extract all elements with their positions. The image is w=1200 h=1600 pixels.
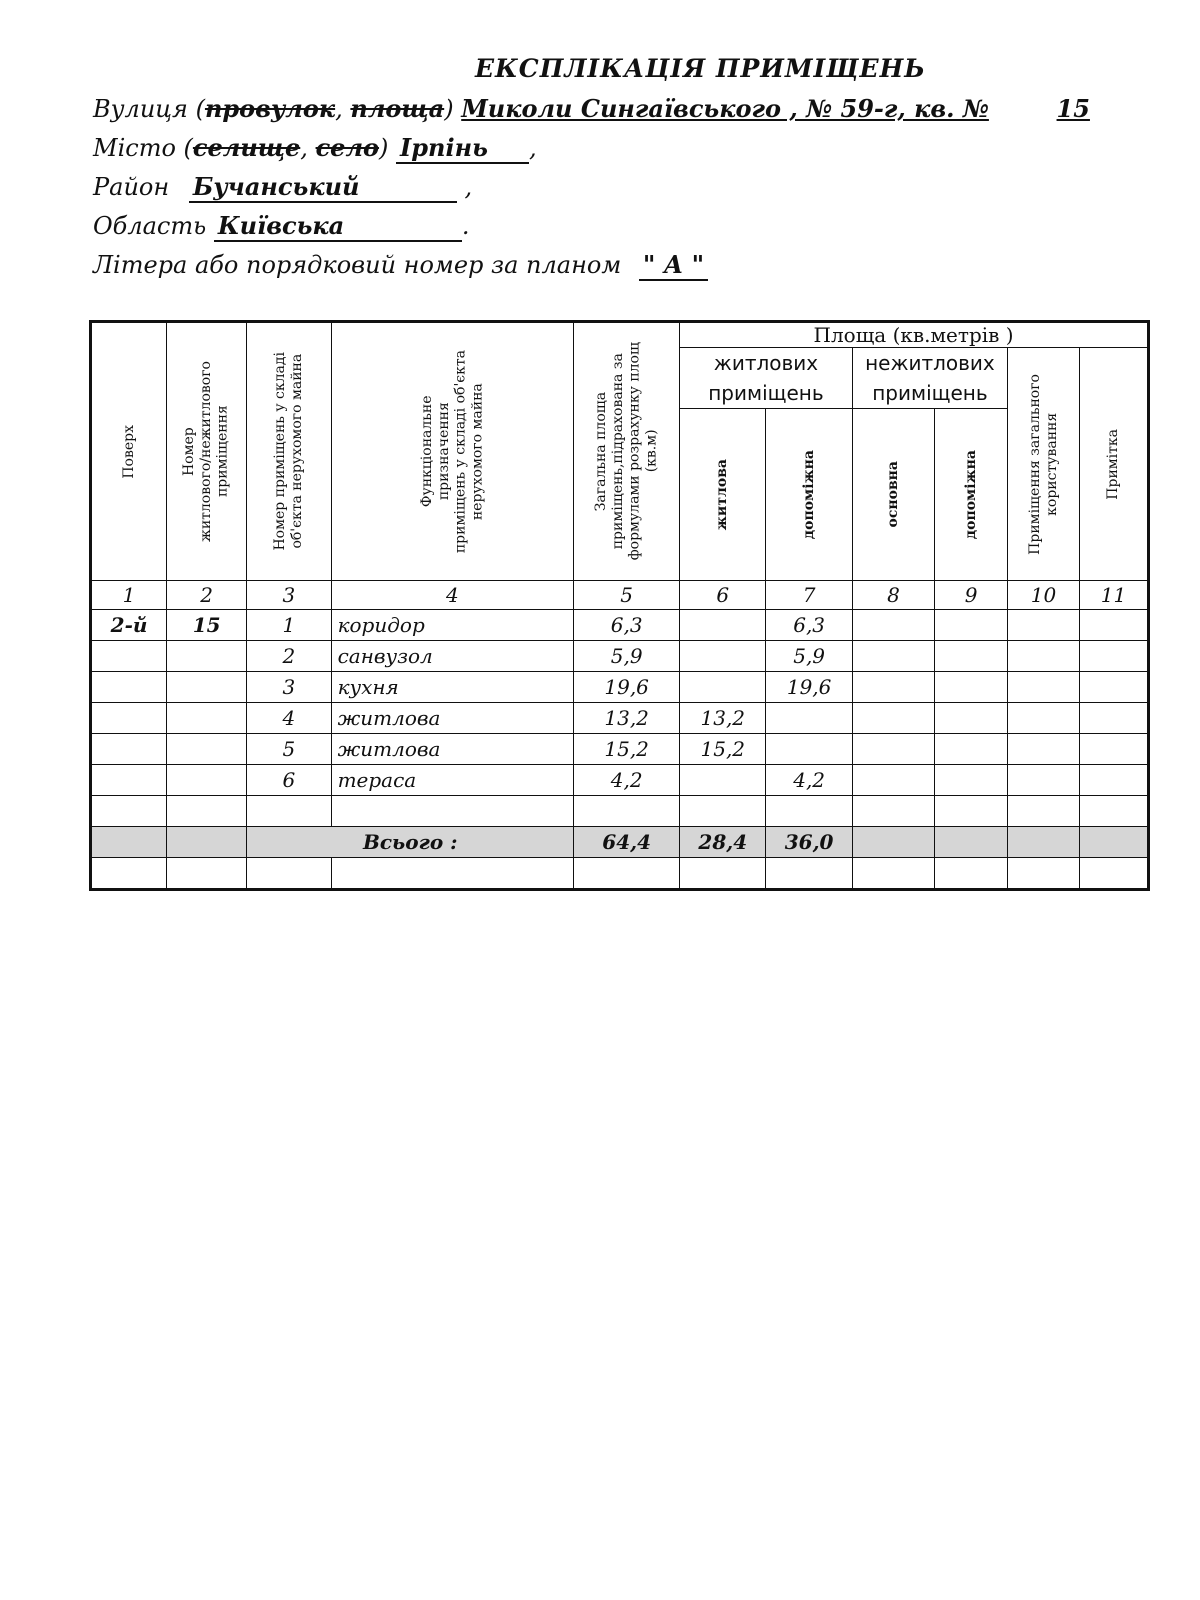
header-total-area: Загальна площа приміщень,підрахована за формулами розрахунку площ (кв.м)	[574, 322, 680, 581]
total-living: 28,4	[680, 827, 766, 858]
letter-line: Літера або порядковий номер за планом " А "	[93, 250, 708, 281]
district-line: Район Бучанський ,	[93, 172, 473, 201]
table-row: 4 житлова 13,2 13,2	[91, 703, 1149, 734]
header-residential: житлових приміщень	[680, 348, 853, 409]
header-auxiliary: допоміжна	[766, 409, 852, 581]
column-numbers-row: 1 2 3 4 5 6 7 8 9 10 11	[91, 581, 1149, 610]
city-line: Місто (селище, село) Ірпінь ,	[93, 133, 537, 162]
header-function: Функціональне призначення приміщень у складі об'єкта нерухомого майна	[331, 322, 574, 581]
region-line: Область Київська .	[93, 211, 470, 240]
header-room-no: Номер приміщень у складі об'єкта нерухомого майна	[247, 322, 331, 581]
total-label: Всього :	[247, 827, 574, 858]
explication-table	[89, 320, 1150, 891]
header-unit-no: Номер житлового/нежитлового приміщення	[167, 322, 247, 581]
header-auxiliary2: допоміжна	[935, 409, 1008, 581]
city-value: Ірпінь	[396, 133, 529, 164]
table-row: 2 санвузол 5,9 5,9	[91, 641, 1149, 672]
header-nonresidential: нежитлових приміщень	[852, 348, 1007, 409]
empty-row	[91, 796, 1149, 827]
header-common-use: Приміщення загального користування	[1008, 348, 1080, 581]
total-area: 64,4	[574, 827, 680, 858]
total-auxiliary: 36,0	[766, 827, 852, 858]
apartment-number: 15	[1056, 94, 1090, 123]
table-row: 5 житлова 15,2 15,2	[91, 734, 1149, 765]
table-row: 3 кухня 19,6 19,6	[91, 672, 1149, 703]
header-area-group: Площа (кв.метрів )	[680, 322, 1149, 348]
table-row: 6 тераса 4,2 4,2	[91, 765, 1149, 796]
district-value: Бучанський	[189, 172, 457, 203]
street-value: Миколи Сингаївського , № 59-г, кв. №	[461, 94, 989, 123]
header-note: Примітка	[1080, 348, 1149, 581]
header-main: основна	[852, 409, 934, 581]
header-floor: Поверх	[91, 322, 167, 581]
region-value: Київська	[214, 211, 462, 242]
header-living: житлова	[680, 409, 766, 581]
document-title: ЕКСПЛІКАЦІЯ ПРИМІЩЕНЬ	[475, 54, 926, 83]
letter-value: " А "	[639, 250, 708, 281]
empty-row	[91, 858, 1149, 890]
street-line: Вулиця (провулок, площа) Миколи Сингаївського , № 59-г, кв. № 15	[93, 94, 1090, 123]
table-row: 2-й 15 1 коридор 6,3 6,3	[91, 610, 1149, 641]
total-row	[91, 827, 1149, 858]
